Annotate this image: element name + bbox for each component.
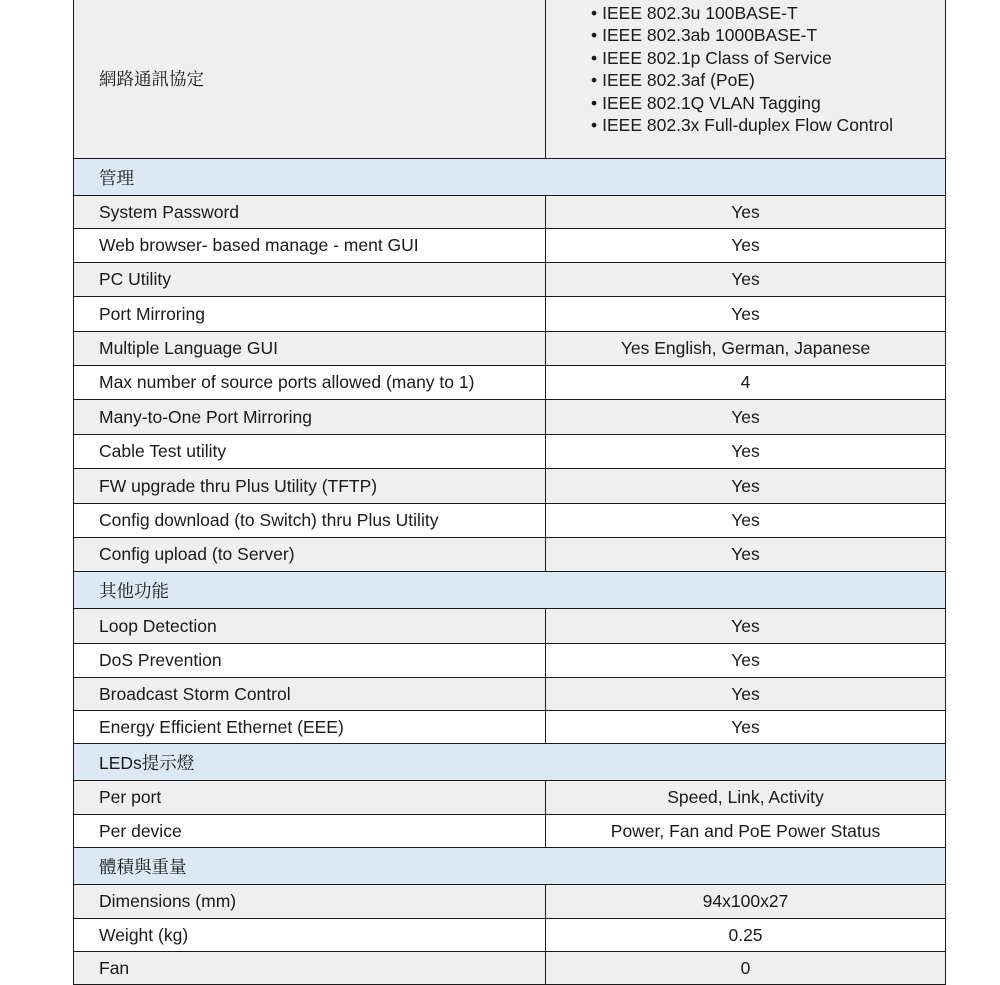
spec-row-value: Yes: [546, 229, 946, 263]
spec-row-value: Yes: [546, 263, 946, 297]
protocol-item: • IEEE 802.1p Class of Service: [591, 47, 945, 69]
spec-row: [74, 504, 946, 538]
spec-row-label: Multiple Language GUI: [74, 332, 546, 366]
spec-row-value: Speed, Link, Activity: [546, 781, 946, 815]
protocol-item: • IEEE 802.3u 100BASE-T: [591, 2, 945, 24]
spec-row: [74, 678, 946, 711]
protocol-item: • IEEE 802.3ab 1000BASE-T: [591, 24, 945, 46]
spec-row-value: Yes: [546, 400, 946, 435]
spec-row-value: Yes: [546, 711, 946, 744]
spec-row-label: Weight (kg): [74, 919, 546, 952]
spec-row: [74, 469, 946, 504]
spec-row: [74, 366, 946, 400]
spec-row: [74, 815, 946, 848]
spec-row-value: Yes: [546, 538, 946, 572]
protocol-row: [74, 0, 946, 159]
spec-row-label: Cable Test utility: [74, 435, 546, 469]
spec-row: [74, 952, 946, 985]
protocol-item: • IEEE 802.1Q VLAN Tagging: [591, 92, 945, 114]
spec-row: [74, 196, 946, 229]
spec-row-label: Config upload (to Server): [74, 538, 546, 572]
spec-row-value: Yes: [546, 469, 946, 504]
spec-row: [74, 297, 946, 332]
spec-row: [74, 400, 946, 435]
protocol-label: 網路通訊協定: [74, 0, 546, 159]
spec-row: [74, 885, 946, 919]
spec-row: [74, 919, 946, 952]
section-header: [74, 159, 946, 196]
spec-row-label: Per port: [74, 781, 546, 815]
spec-row-label: Max number of source ports allowed (many to 1): [74, 366, 546, 400]
spec-row-value: 94x100x27: [546, 885, 946, 919]
spec-row: [74, 781, 946, 815]
spec-row-value: 0: [546, 952, 946, 985]
spec-row-value: Yes: [546, 644, 946, 678]
spec-row-label: Config download (to Switch) thru Plus Utility: [74, 504, 546, 538]
spec-row-label: FW upgrade thru Plus Utility (TFTP): [74, 469, 546, 504]
spec-row-value: Yes: [546, 678, 946, 711]
spec-table: [73, 0, 946, 985]
spec-row-value: Yes: [546, 297, 946, 332]
protocol-value: [546, 0, 946, 159]
section-header: [74, 572, 946, 609]
spec-row-value: Yes: [546, 609, 946, 644]
spec-row-label: Fan: [74, 952, 546, 985]
spec-table-body: [74, 0, 946, 985]
spec-row-label: Web browser- based manage - ment GUI: [74, 229, 546, 263]
spec-row: [74, 644, 946, 678]
spec-row-label: Energy Efficient Ethernet (EEE): [74, 711, 546, 744]
protocol-item: • IEEE 802.3x Full-duplex Flow Control: [591, 114, 945, 136]
spec-row-label: Broadcast Storm Control: [74, 678, 546, 711]
protocol-item: • IEEE 802.3af (PoE): [591, 69, 945, 91]
section-title: LEDs提示燈: [74, 744, 946, 781]
spec-row: [74, 229, 946, 263]
section-title: 管理: [74, 159, 946, 196]
spec-row-label: Loop Detection: [74, 609, 546, 644]
spec-row: [74, 435, 946, 469]
spec-row-label: Many-to-One Port Mirroring: [74, 400, 546, 435]
spec-row-label: System Password: [74, 196, 546, 229]
spec-row-value: Yes: [546, 504, 946, 538]
spec-row-value: Yes: [546, 435, 946, 469]
spec-row-value: Yes English, German, Japanese: [546, 332, 946, 366]
protocol-list: [591, 2, 945, 136]
section-header: [74, 744, 946, 781]
spec-row-label: Dimensions (mm): [74, 885, 546, 919]
section-title: 其他功能: [74, 572, 946, 609]
spec-row-value: Yes: [546, 196, 946, 229]
spec-row: [74, 263, 946, 297]
spec-row-value: 0.25: [546, 919, 946, 952]
spec-row: [74, 538, 946, 572]
spec-row-label: Per device: [74, 815, 546, 848]
spec-row-label: PC Utility: [74, 263, 546, 297]
spec-row-label: Port Mirroring: [74, 297, 546, 332]
section-header: [74, 848, 946, 885]
spec-row-value: Power, Fan and PoE Power Status: [546, 815, 946, 848]
spec-row: [74, 609, 946, 644]
section-title: 體積與重量: [74, 848, 946, 885]
spec-row-value: 4: [546, 366, 946, 400]
spec-row: [74, 711, 946, 744]
spec-row-label: DoS Prevention: [74, 644, 546, 678]
spec-row: [74, 332, 946, 366]
